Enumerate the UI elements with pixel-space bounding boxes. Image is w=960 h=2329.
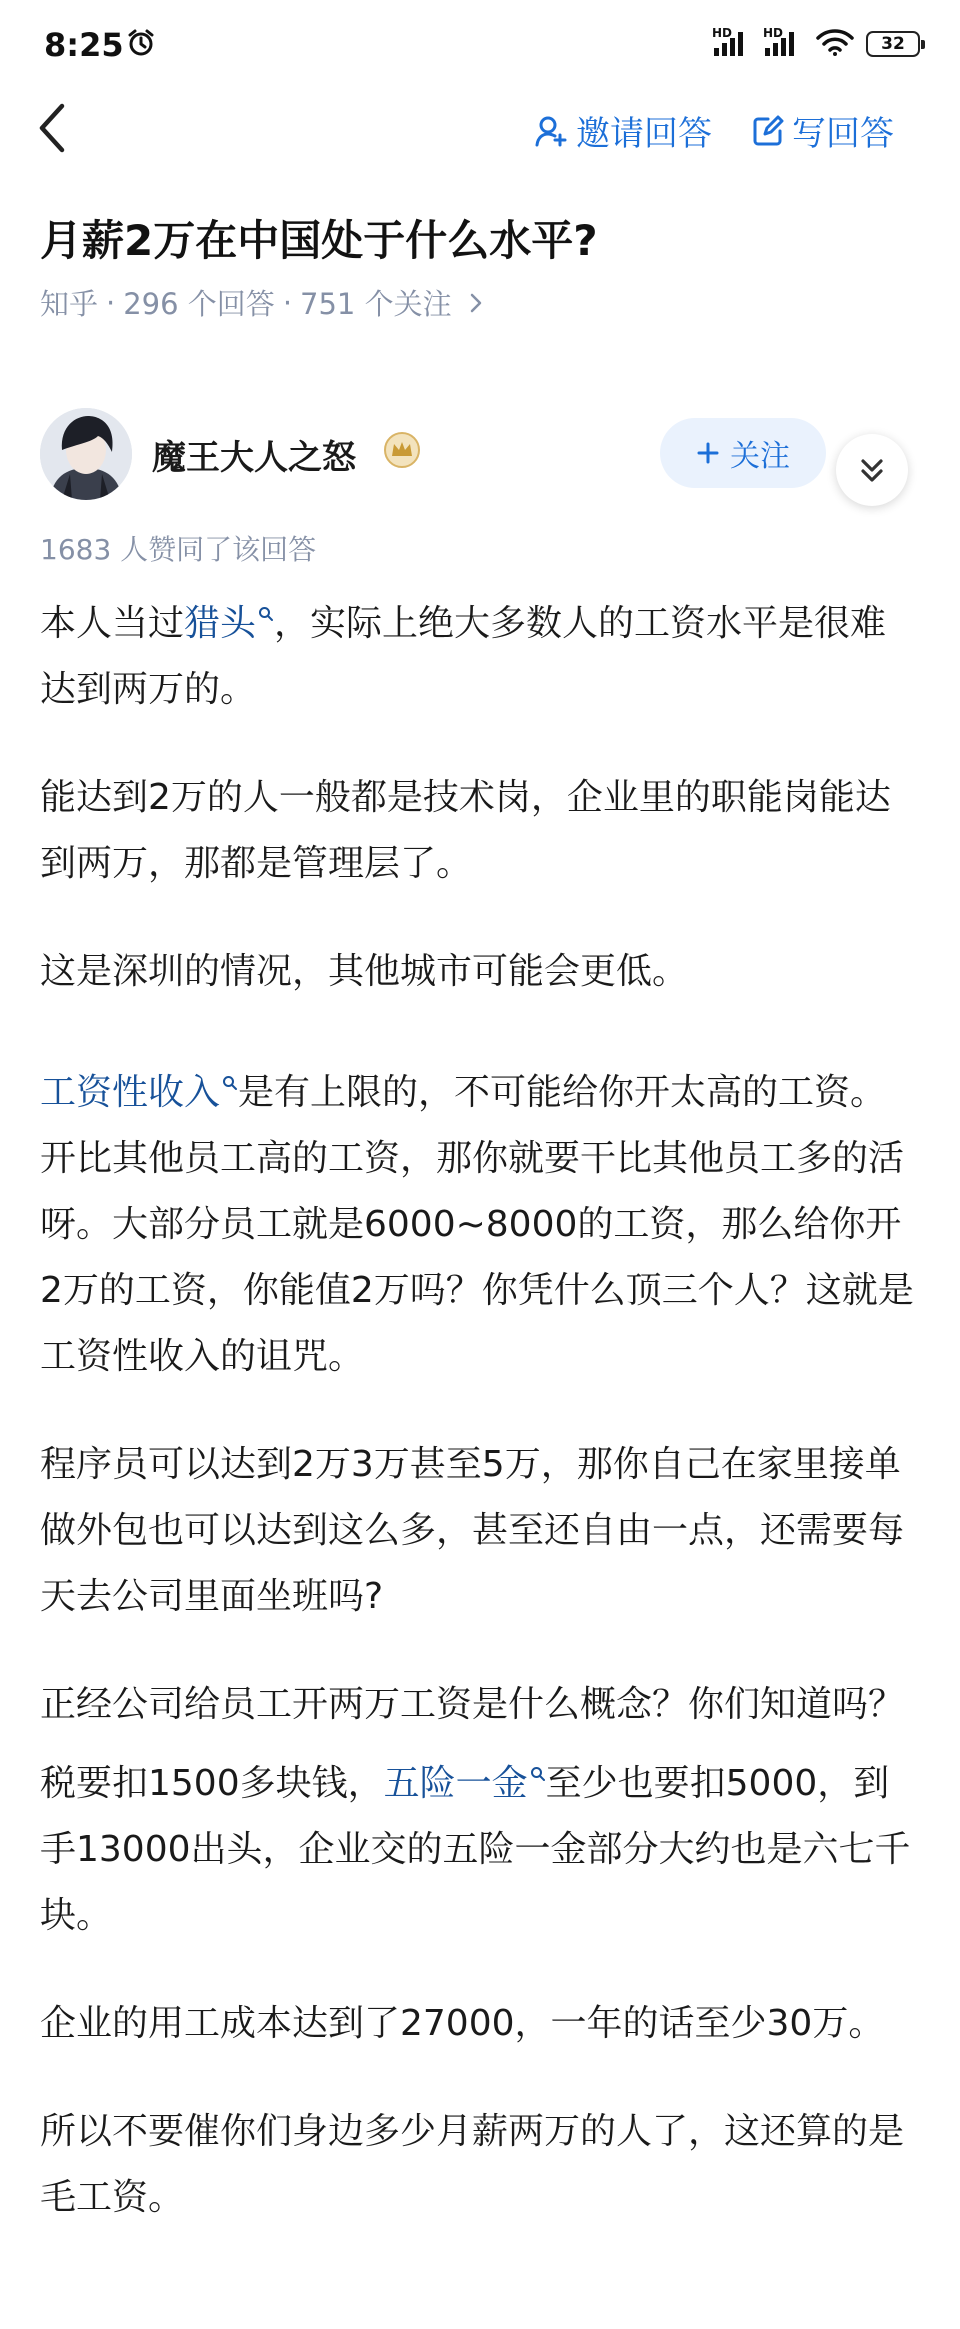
likes-count: 1683 人赞同了该回答	[40, 533, 317, 566]
status-icons	[714, 28, 920, 60]
keyword-link-wage-income[interactable]	[40, 1072, 238, 1113]
collapse-button[interactable]	[836, 434, 908, 506]
paragraph-5: 程序员可以达到2万3万甚至5万，那你自己在家里接单做外包也可以达到这么多，甚至还自由一点，还需要每天去公司里面坐班吗?	[40, 1444, 905, 1617]
paragraph-2: 能达到2万的人一般都是技术岗，企业里的职能岗能达到两万，那都是管理层了。	[40, 777, 891, 884]
keyword-text: 猎头	[184, 603, 257, 644]
paragraph-6-text-a: 正经公司给员工开两万工资是什么概念？你们知道吗？税要扣1500多块钱，	[40, 1684, 905, 1804]
paragraph-6	[40, 1672, 920, 1949]
invite-answer-label: 邀请回答	[576, 114, 712, 154]
alarm-clock-icon	[126, 28, 156, 62]
write-answer-button[interactable]	[752, 106, 894, 155]
signal-1-label: HD	[712, 26, 733, 40]
battery-icon	[866, 31, 920, 57]
status-time: 8:25	[44, 26, 124, 64]
paragraph-1-text-b: ，实际上绝大多数人的工资水平是很难达到两万的。	[40, 603, 887, 710]
magnifier-icon	[222, 1047, 238, 1113]
paragraph-6-text-b: 至少也要扣5000，到手13000出头，企业交的五险一金部分大约也是六七千块。	[40, 1763, 911, 1936]
pencil-square-icon	[752, 115, 784, 147]
magnifier-icon	[530, 1738, 546, 1804]
meta-separator: ·	[282, 285, 293, 320]
crown-badge-icon	[382, 430, 422, 474]
write-answer-label: 写回答	[792, 114, 894, 154]
paragraph-8: 所以不要催你们身边多少月薪两万的人了，这还算的是毛工资。	[40, 2111, 905, 2218]
answer-count: 296 个回答	[123, 287, 275, 321]
keyword-link-social-insurance[interactable]	[384, 1763, 546, 1804]
paragraph-1	[40, 578, 920, 723]
follow-button[interactable]	[660, 418, 826, 488]
top-nav	[0, 90, 960, 200]
person-plus-icon	[534, 114, 568, 148]
author-name[interactable]: 魔王大人之怒	[152, 438, 356, 478]
status-bar	[0, 0, 960, 90]
follow-count: 751 个关注	[300, 287, 452, 321]
paragraph-4-text: 是有上限的，不可能给你开太高的工资。开比其他员工高的工资，那你就要干比其他员工多的活呀。大部分员工就是6000~8000的工资，那么给你开2万的工资，你能值2万吗？你凭什么顶三个人？这就是工资性收入的诅咒。	[40, 1072, 914, 1377]
meta-separator: ·	[106, 285, 116, 320]
paragraph-1-text-a: 本人当过	[40, 603, 185, 644]
double-chevron-down-icon	[855, 453, 889, 487]
question-meta[interactable]	[40, 282, 486, 323]
question-title[interactable]: 月薪2万在中国处于什么水平?	[40, 216, 598, 265]
invite-answer-button[interactable]	[534, 106, 712, 155]
signal-1-icon	[712, 26, 743, 56]
wifi-icon	[816, 28, 854, 60]
keyword-text: 五险一金	[383, 1763, 528, 1804]
question-source: 知乎	[40, 287, 99, 321]
plus-icon	[696, 441, 720, 465]
paragraph-7: 企业的用工成本达到了27000，一年的话至少30万。	[40, 2003, 885, 2044]
signal-2-label: HD	[763, 26, 784, 40]
chevron-right-icon	[466, 290, 486, 316]
battery-level: 32	[881, 34, 905, 54]
keyword-link-headhunter[interactable]	[184, 603, 274, 644]
paragraph-3: 这是深圳的情况，其他城市可能会更低。	[40, 951, 689, 992]
paragraph-4	[40, 1047, 920, 1390]
magnifier-icon	[258, 578, 274, 644]
follow-label: 关注	[730, 439, 790, 474]
nav-actions	[534, 106, 894, 155]
signal-2-icon	[763, 26, 794, 56]
back-button[interactable]	[34, 100, 84, 160]
avatar[interactable]	[40, 408, 132, 500]
keyword-text: 工资性收入	[40, 1072, 221, 1113]
answer-content	[40, 578, 920, 2273]
chevron-left-icon	[34, 100, 70, 156]
author-row	[0, 400, 960, 510]
